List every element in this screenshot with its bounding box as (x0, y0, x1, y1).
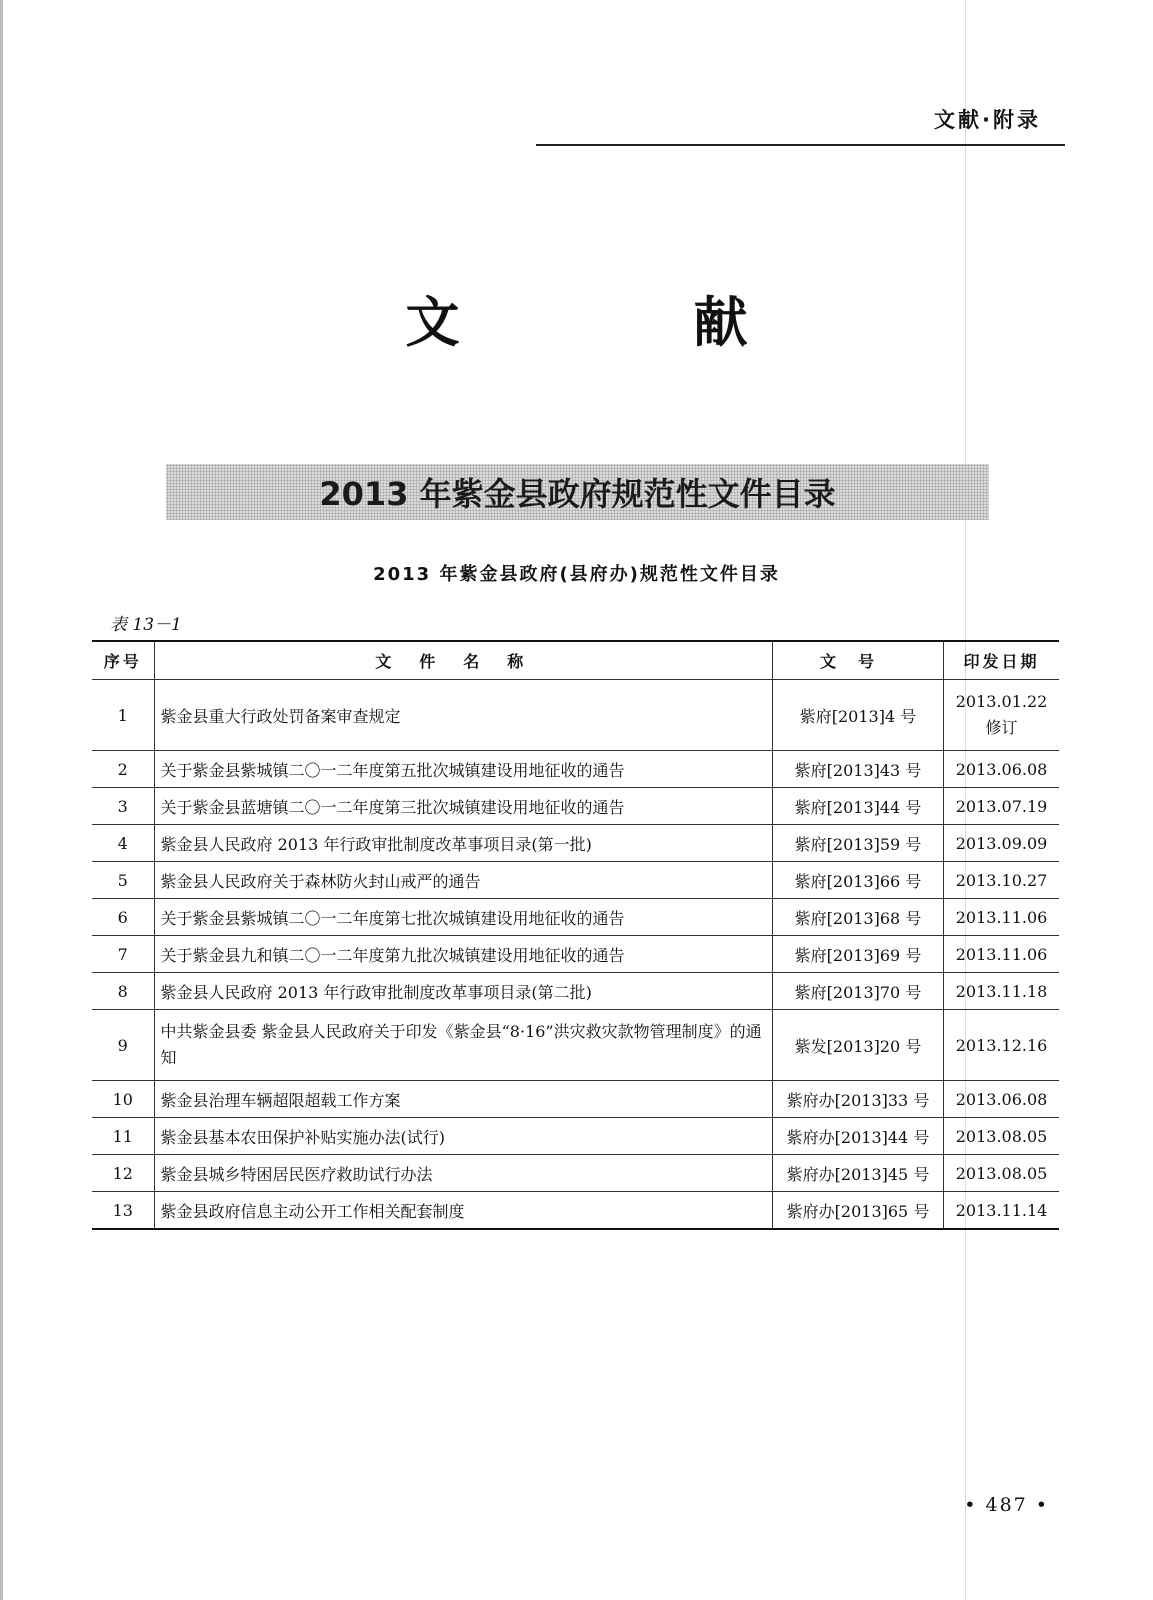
row-seq: 10 (92, 1081, 154, 1118)
row-seq: 7 (92, 936, 154, 973)
table-header-row (92, 641, 1059, 680)
row-seq: 13 (92, 1192, 154, 1230)
row-date: 2013.11.06 (944, 936, 1059, 973)
row-date (944, 680, 1059, 751)
row-date-value: 2013.01.22 (955, 692, 1048, 711)
row-doc-number: 紫府办[2013]44 号 (772, 1118, 943, 1155)
row-doc-number: 紫府[2013]4 号 (772, 680, 943, 751)
section-banner-text: 2013 年紫金县政府规范性文件目录 (319, 475, 836, 513)
table-row (92, 1010, 1059, 1081)
table-row (92, 899, 1059, 936)
row-date: 2013.08.05 (944, 1155, 1059, 1192)
row-doc-number: 紫府办[2013]33 号 (772, 1081, 943, 1118)
column-header-seq: 序号 (92, 641, 154, 680)
row-doc-number: 紫府[2013]68 号 (772, 899, 943, 936)
row-name: 关于紫金县紫城镇二〇一二年度第七批次城镇建设用地征收的通告 (154, 899, 772, 936)
row-date: 2013.10.27 (944, 862, 1059, 899)
row-doc-number: 紫府办[2013]45 号 (772, 1155, 943, 1192)
row-seq: 9 (92, 1010, 154, 1081)
row-date: 2013.11.06 (944, 899, 1059, 936)
row-seq: 6 (92, 899, 154, 936)
table-row (92, 680, 1059, 751)
table-row (92, 1192, 1059, 1230)
page-number: • 487 • (964, 1494, 1049, 1516)
row-date: 2013.11.14 (944, 1192, 1059, 1230)
row-date: 2013.08.05 (944, 1118, 1059, 1155)
table-row (92, 862, 1059, 899)
table-row (92, 936, 1059, 973)
section-banner (166, 464, 989, 520)
table-label: 表 13－1 (110, 615, 182, 635)
row-doc-number: 紫府[2013]70 号 (772, 973, 943, 1010)
row-name: 紫金县城乡特困居民医疗救助试行办法 (154, 1155, 772, 1192)
row-name: 关于紫金县蓝塘镇二〇一二年度第三批次城镇建设用地征收的通告 (154, 788, 772, 825)
column-header-date: 印发日期 (944, 641, 1059, 680)
table-row (92, 788, 1059, 825)
column-header-name: 文件名称 (154, 641, 772, 680)
table-row (92, 973, 1059, 1010)
row-name: 紫金县人民政府 2013 年行政审批制度改革事项目录(第一批) (154, 825, 772, 862)
scan-left-edge (0, 0, 3, 1600)
row-doc-number: 紫府[2013]44 号 (772, 788, 943, 825)
row-name: 紫金县政府信息主动公开工作相关配套制度 (154, 1192, 772, 1230)
row-seq: 12 (92, 1155, 154, 1192)
table-row (92, 1081, 1059, 1118)
table-row (92, 825, 1059, 862)
table-row (92, 751, 1059, 788)
table-subtitle: 2013 年紫金县政府(县府办)规范性文件目录 (373, 564, 780, 585)
row-seq: 4 (92, 825, 154, 862)
table-row (92, 1155, 1059, 1192)
row-doc-number: 紫府[2013]59 号 (772, 825, 943, 862)
row-seq: 11 (92, 1118, 154, 1155)
row-seq: 5 (92, 862, 154, 899)
row-name: 关于紫金县紫城镇二〇一二年度第五批次城镇建设用地征收的通告 (154, 751, 772, 788)
row-name: 紫金县基本农田保护补贴实施办法(试行) (154, 1118, 772, 1155)
row-name: 关于紫金县九和镇二〇一二年度第九批次城镇建设用地征收的通告 (154, 936, 772, 973)
row-seq: 1 (92, 680, 154, 751)
row-doc-number: 紫发[2013]20 号 (772, 1010, 943, 1081)
row-date: 2013.12.16 (944, 1010, 1059, 1081)
row-date: 2013.06.08 (944, 1081, 1059, 1118)
document-catalog-table (92, 640, 1059, 1230)
row-doc-number: 紫府[2013]66 号 (772, 862, 943, 899)
page-title: 文 献 (405, 290, 838, 354)
row-seq: 2 (92, 751, 154, 788)
row-name: 紫金县人民政府关于森林防火封山戒严的通告 (154, 862, 772, 899)
row-date: 2013.06.08 (944, 751, 1059, 788)
row-date: 2013.11.18 (944, 973, 1059, 1010)
row-name: 紫金县治理车辆超限超载工作方案 (154, 1081, 772, 1118)
row-doc-number: 紫府[2013]69 号 (772, 936, 943, 973)
row-date-note: 修订 (985, 718, 1018, 737)
row-date: 2013.07.19 (944, 788, 1059, 825)
row-seq: 8 (92, 973, 154, 1010)
row-seq: 3 (92, 788, 154, 825)
row-name: 中共紫金县委 紫金县人民政府关于印发《紫金县“8·16”洪灾救灾款物管理制度》的通知 (154, 1010, 772, 1081)
row-date: 2013.09.09 (944, 825, 1059, 862)
row-doc-number: 紫府办[2013]65 号 (772, 1192, 943, 1230)
header-rule (536, 144, 1065, 146)
row-name: 紫金县人民政府 2013 年行政审批制度改革事项目录(第二批) (154, 973, 772, 1010)
table-row (92, 1118, 1059, 1155)
row-name: 紫金县重大行政处罚备案审查规定 (154, 680, 772, 751)
running-header: 文献·附录 (934, 108, 1041, 132)
row-doc-number: 紫府[2013]43 号 (772, 751, 943, 788)
column-header-doc-number: 文号 (772, 641, 943, 680)
